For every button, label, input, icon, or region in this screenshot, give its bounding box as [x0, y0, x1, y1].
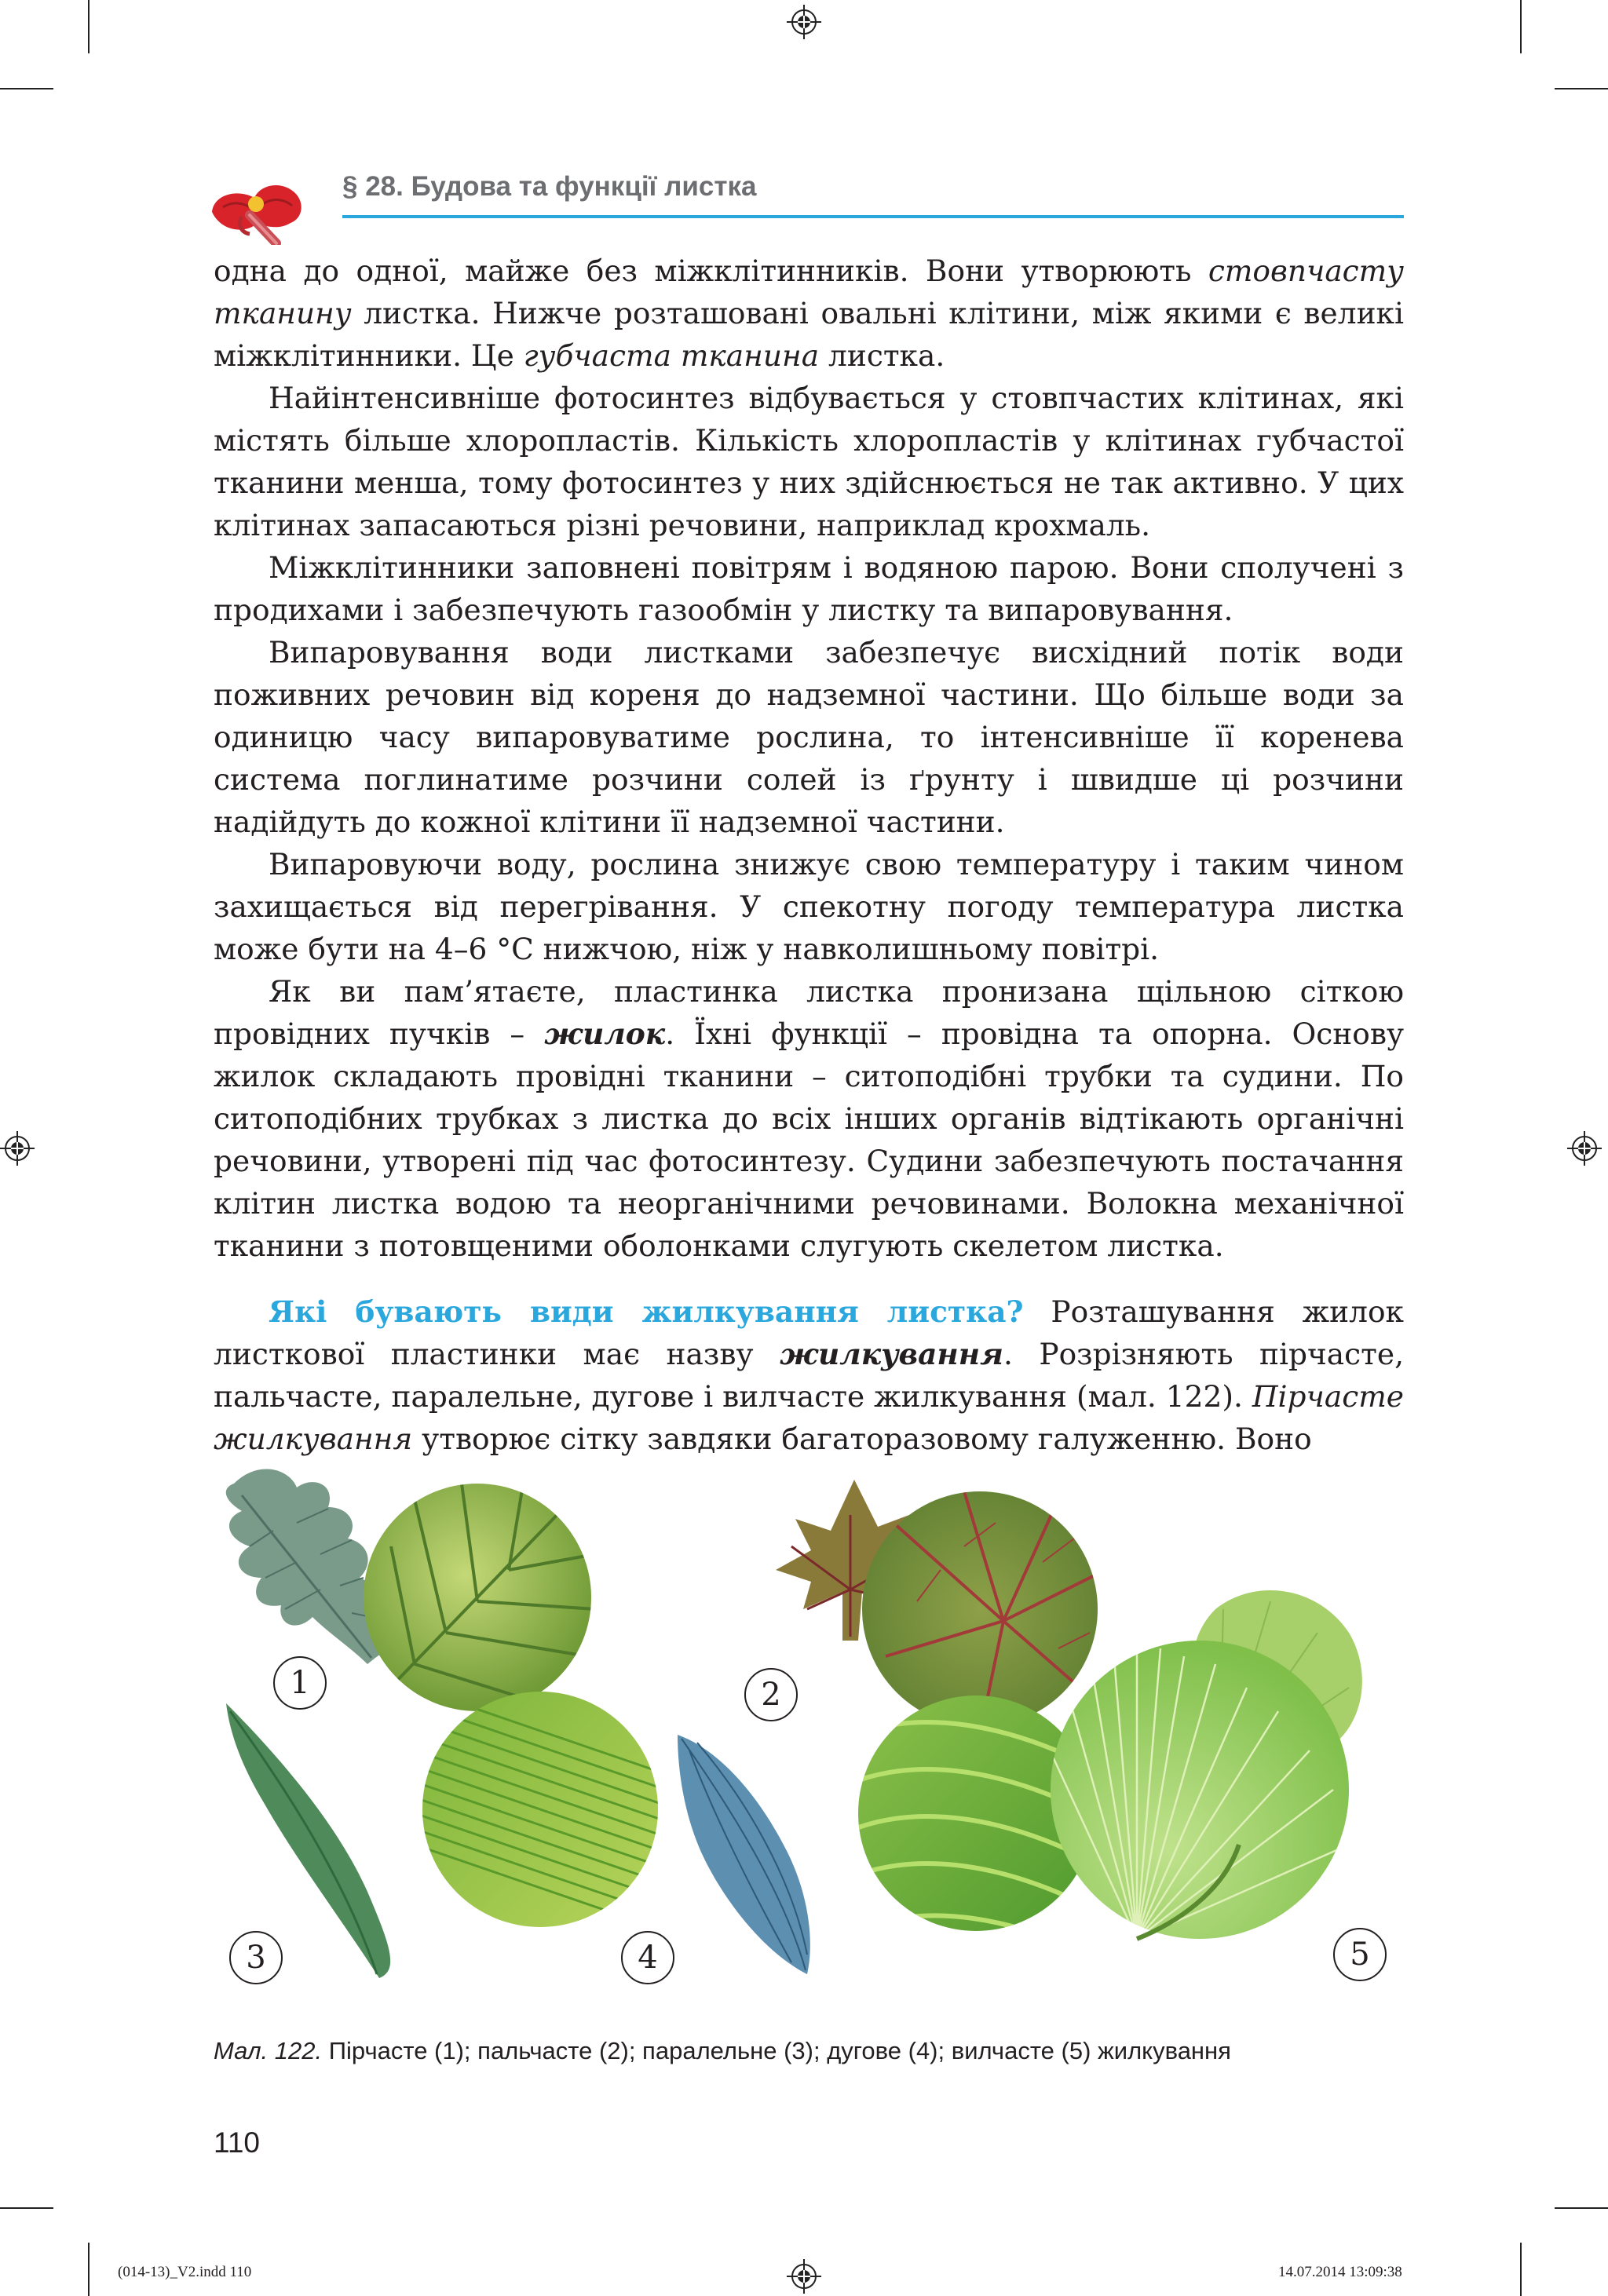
- figure-number-4: 4: [621, 1931, 674, 1984]
- section-question: Які бувають види жилкування листка?: [269, 1294, 1024, 1329]
- caption-text: Пірчасте (1); пальчасте (2); паралельне (3); дугове (4); вилчасте (5) жилкування: [322, 2037, 1231, 2064]
- paragraph: [214, 250, 1404, 377]
- crop-mark: [0, 2207, 53, 2209]
- main-text: [214, 250, 1404, 1460]
- print-slug-date: 14.07.2014 13:09:38: [1278, 2264, 1402, 2280]
- text-run: листка.: [819, 338, 945, 373]
- paragraph: [214, 1290, 1404, 1460]
- page-number: 110: [214, 2126, 260, 2159]
- registration-mark-icon: [787, 2259, 821, 2294]
- crop-mark: [88, 2243, 90, 2296]
- paragraph: [214, 970, 1404, 1267]
- header-rule: [342, 215, 1404, 218]
- text-run: одна до одної, майже без міжклітинників. Вони утворюють: [214, 254, 1208, 288]
- leaf-illustration: [210, 1452, 1412, 1986]
- crop-mark: [1520, 2243, 1522, 2296]
- text-run: . Розрізняють пірчасте, пальчасте, паралельне, дугове і вилчасте жилкування (мал. 122).: [214, 1337, 1404, 1414]
- text-run: Розташування жилок листкової пластинки має назву: [214, 1294, 1404, 1371]
- figure-number-1: 1: [273, 1656, 327, 1710]
- paragraph: Випаровуючи воду, рослина знижує свою температуру і таким чином захищається від перегрівання. У спекотну погоду температура листка може бути на 4–6 °С нижчою, ніж у навколишньому повітрі.: [214, 847, 1404, 966]
- crop-mark: [1520, 0, 1522, 53]
- crop-mark: [88, 0, 90, 53]
- registration-mark-icon: [1567, 1131, 1602, 1166]
- oak-leaf: [226, 1469, 386, 1664]
- caption-label: Мал. 122.: [214, 2037, 323, 2064]
- paragraph: Найінтенсивніше фотосинтез відбувається у стовпчастих клітинах, які містять більше хлоропластів. Кількість хлоропластів у клітинах губчастої тканини менша, тому фотосинтез у них здійснюється не так активно. У цих клітинах запасаються різні речовини, наприклад крохмаль.: [214, 381, 1404, 542]
- bold-term: жилок: [544, 1017, 666, 1051]
- bold-term: жилкування: [780, 1337, 1003, 1371]
- paragraph: Випаровування води листками забезпечує висхідний потік води поживних речовин від кореня до надземної частини. Що більше води за одиницю часу випаровуватиме рослина, то інтенсивніше її коренева система поглинатиме розчини солей із ґрунту і швидше ці розчини надійдуть до кожної клітини її надземної частини.: [214, 635, 1404, 839]
- figure-number-5: 5: [1333, 1928, 1387, 1981]
- figure-number-2: 2: [744, 1668, 798, 1721]
- registration-mark-icon: [0, 1131, 35, 1166]
- leaf-venation-figure: [210, 1452, 1412, 1986]
- text-run: утворює сітку завдяки багаторазовому галуженню. Воно: [412, 1422, 1312, 1456]
- crop-mark: [1555, 2207, 1608, 2209]
- print-slug-file: (014-13)_V2.indd 110: [118, 2264, 252, 2280]
- italic-term: Пірчасте жилкування: [214, 1379, 1404, 1456]
- crop-mark: [1555, 88, 1608, 89]
- figure-number-3: 3: [229, 1931, 283, 1984]
- italic-term: стовпчасту тканину: [214, 254, 1404, 330]
- paragraph: Міжклітинники заповнені повітрям і водяною парою. Вони сполучені з продихами і забезпечують газообмін у листку та випаровування.: [214, 550, 1404, 627]
- text-run: листка. Нижче розташовані овальні клітини, між якими є великі міжклітинники. Це: [214, 296, 1404, 373]
- italic-term: губчаста тканина: [523, 338, 820, 373]
- arcuate-leaf: [678, 1735, 810, 1974]
- text-run: . Їхні функції – провідна та опорна. Основу жилок складають провідні тканини – ситоподібні трубки та судини. По ситоподібних трубках з листка до всіх інших органів відтікають органічні речовини, утворені під час фотосинтезу. Судини забезпечують постачання клітин листка водою та неорганічними речовинами. Волокна механічної тканини з потовщеними оболонками слугують скелетом листка.: [214, 1017, 1405, 1263]
- section-title: § 28. Будова та функції листка: [342, 171, 757, 202]
- flower-icon: [206, 166, 308, 245]
- registration-mark-icon: [787, 5, 821, 39]
- crop-mark: [0, 88, 53, 89]
- text-run: Як ви пам’ятаєте, пластинка листка пронизана щільною сіткою провідних пучків –: [214, 974, 1404, 1051]
- figure-caption: [214, 2037, 1404, 2065]
